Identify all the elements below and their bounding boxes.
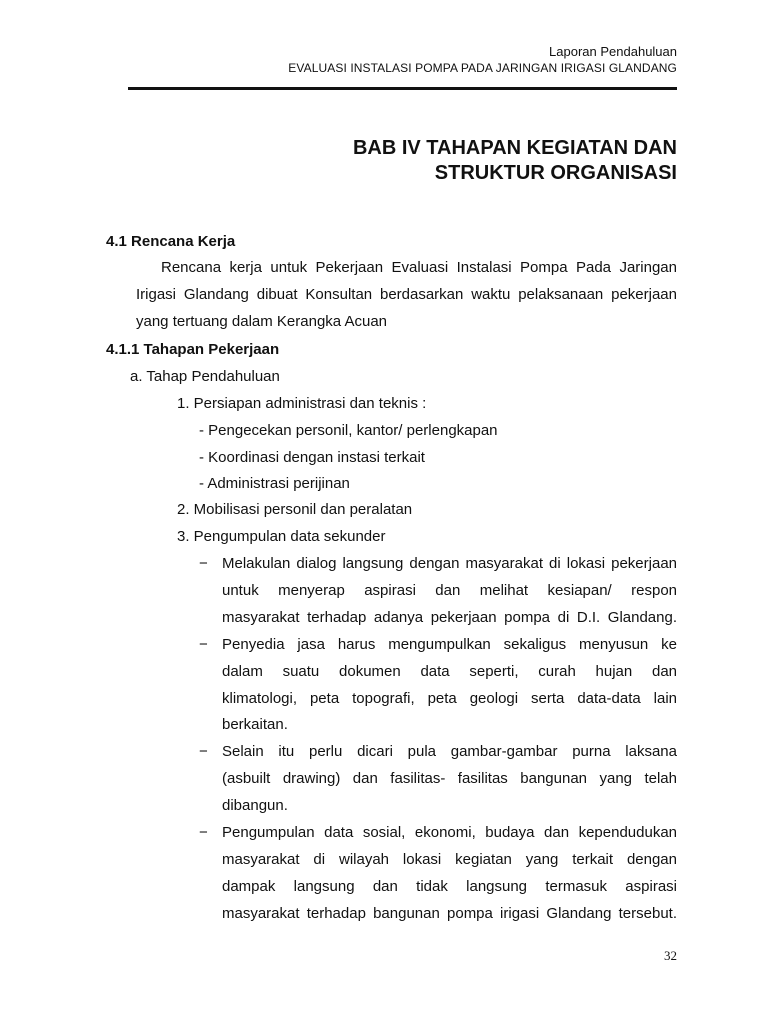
paragraph-line-3: yang tertuang dalam Kerangka Acuan: [136, 313, 388, 330]
bullet-3-line-2: (asbuilt drawing) dan fasilitas- fasilitas bangunan yang telah: [222, 770, 677, 787]
bullet-2-line-1: Penyedia jasa harus mengumpulkan sekaligus menyusun ke: [222, 636, 677, 653]
dash-bullet-2: −: [199, 636, 208, 653]
dash-bullet-4: −: [199, 824, 208, 841]
bullet-2-line-4: berkaitan.: [222, 716, 288, 733]
bullet-1-line-1: Melakulan dialog langsung dengan masyarakat di lokasi pekerjaan: [222, 555, 677, 572]
bullet-4-line-2: masyarakat di wilayah lokasi kegiatan yang terkait dengan: [222, 851, 677, 868]
bullet-1-line-2: untuk menyerap aspirasi dan melihat kesiapan/ respon: [222, 582, 677, 599]
list-item-2: 2. Mobilisasi personil dan peralatan: [177, 501, 413, 518]
chapter-title: [353, 136, 677, 186]
bullet-4-line-4: masyarakat terhadap bangunan pompa irigasi Glandang tersebut.: [222, 905, 677, 922]
bullet-2-line-3: klimatologi, peta topografi, peta geologi serta data-data lain: [222, 690, 677, 707]
sub-item-koordinasi: - Koordinasi dengan instasi terkait: [199, 449, 425, 466]
dash-bullet-1: −: [199, 555, 208, 572]
header-project-title: EVALUASI INSTALASI POMPA PADA JARINGAN IRIGASI GLANDANG: [288, 61, 677, 75]
paragraph-line-2: Irigasi Glandang dibuat Konsultan berdasarkan waktu pelaksanaan pekerjaan: [136, 286, 677, 303]
header-divider: [128, 87, 677, 90]
sub-item-administrasi: - Administrasi perijinan: [199, 475, 350, 492]
bullet-4-line-1: Pengumpulan data sosial, ekonomi, budaya dan kependudukan: [222, 824, 677, 841]
list-item-3: 3. Pengumpulan data sekunder: [177, 528, 386, 545]
bullet-2-line-2: dalam suatu dokumen data seperti, curah hujan dan: [222, 663, 677, 680]
section-heading-4-1-1: 4.1.1 Tahapan Pekerjaan: [106, 341, 280, 358]
bullet-3-line-3: dibangun.: [222, 797, 288, 814]
chapter-title-line-2: STRUKTUR ORGANISASI: [434, 162, 677, 184]
running-header: [288, 44, 677, 76]
bullet-4-line-3: dampak langsung dan tidak langsung termasuk aspirasi: [222, 878, 677, 895]
stage-a-label: a. Tahap Pendahuluan: [130, 368, 280, 385]
header-report-type: Laporan Pendahuluan: [549, 44, 677, 59]
page-number: 32: [664, 948, 677, 963]
section-heading-4-1: 4.1 Rencana Kerja: [106, 233, 236, 250]
paragraph-line-1: Rencana kerja untuk Pekerjaan Evaluasi Instalasi Pompa Pada Jaringan: [161, 259, 677, 276]
bullet-3-line-1: Selain itu perlu dicari pula gambar-gambar purna laksana: [222, 743, 677, 760]
sub-item-pengecekan: - Pengecekan personil, kantor/ perlengkapan: [199, 422, 498, 439]
dash-bullet-3: −: [199, 743, 208, 760]
bullet-1-line-3: masyarakat terhadap adanya pekerjaan pompa di D.I. Glandang.: [222, 609, 677, 626]
chapter-title-line-1: BAB IV TAHAPAN KEGIATAN DAN: [352, 137, 677, 159]
list-item-1: 1. Persiapan administrasi dan teknis :: [177, 395, 427, 412]
